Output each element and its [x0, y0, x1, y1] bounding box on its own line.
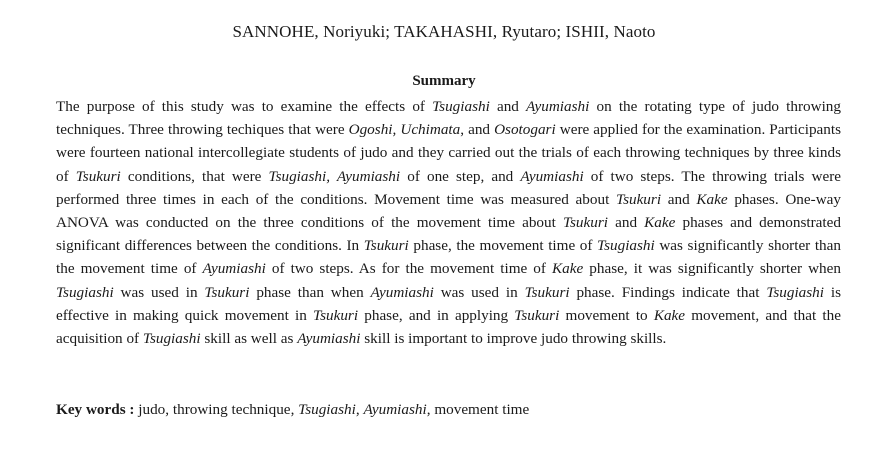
abstract-term: Tsukuri: [363, 237, 409, 255]
abstract-term: Ogoshi, Uchimata: [348, 121, 461, 139]
abstract-segment: phases. One-way ANOVA was conducted on the three conditions of the movement time about: [56, 190, 841, 232]
abstract-term: Ayumiashi: [370, 283, 434, 301]
abstract-term: Ayumiashi: [526, 98, 590, 115]
abstract-segment: phase. Findings indicate that: [569, 283, 767, 301]
abstract-segment: and: [489, 98, 527, 115]
abstract-term: Tsukuri: [524, 283, 570, 301]
abstract-segment: , and: [460, 121, 495, 139]
abstract-term: Tsukuri: [616, 190, 662, 208]
abstract-term: Tsugiashi: [597, 237, 655, 255]
keywords-label: Key words :: [56, 401, 135, 418]
abstract-segment: of two steps. The throwing trials were performed three times in each of the conditions. Movement time was measured about: [56, 167, 842, 208]
abstract-segment: movement, and that the acquisition of: [56, 306, 841, 348]
abstract-segment: phase, it was significantly shorter when: [583, 260, 841, 278]
abstract-segment: and: [661, 190, 697, 208]
keyword-item: movement time: [434, 401, 530, 418]
abstract-term: Ayumiashi: [202, 260, 266, 278]
abstract-segment: was used in: [113, 283, 205, 301]
author-list: SANNOHE, Noriyuki; TAKAHASHI, Ryutaro; ISHII, Naoto: [232, 22, 656, 41]
abstract-term: Kake: [696, 190, 728, 208]
summary-heading: Summary: [412, 73, 476, 89]
abstract-term: Ayumiashi: [520, 167, 584, 185]
abstract-term: Kake: [644, 214, 676, 232]
abstract-segment: phase than when: [249, 283, 371, 301]
abstract-text: [56, 95, 841, 350]
abstract-term: Tsugiashi: [142, 330, 201, 348]
abstract-segment: on the rotating type of judo throwing techniques. Three throwing techiques that were: [56, 98, 841, 139]
abstract-segment: is effective in making quick movement in: [56, 283, 841, 324]
abstract-segment: phases and demonstrated significant differences between the conditions. In: [56, 214, 841, 255]
abstract-term: Osotogari: [494, 121, 556, 139]
abstract-segment: phase, and in applying: [358, 306, 515, 324]
abstract-segment: skill is important to improve judo throwing skills.: [360, 330, 667, 348]
abstract-term: Tsukuri: [313, 306, 359, 324]
abstract-term: Tsukuri: [562, 214, 608, 232]
abstract-segment: movement to: [559, 306, 654, 324]
keywords-list: judo, throwing technique, Tsugiashi, Ayumiashi, movement time: [138, 401, 530, 418]
abstract-term: Kake: [653, 306, 686, 324]
abstract-segment: conditions, that were: [120, 167, 269, 185]
keyword-item: Ayumiashi: [363, 401, 427, 418]
abstract-segment: was used in: [433, 283, 525, 301]
keywords-line: [56, 400, 841, 420]
abstract-segment: The purpose of this study was to examine the effects of: [56, 98, 433, 115]
abstract-term: Tsugiashi, Ayumiashi: [268, 167, 401, 185]
abstract-term: Tsugiashi: [56, 283, 114, 301]
abstract-term: Kake: [552, 260, 584, 278]
keyword-item: judo: [138, 401, 166, 418]
keyword-item: throwing technique: [172, 401, 291, 418]
abstract-term: Tsugiashi: [766, 283, 824, 301]
abstract-term: Tsukuri: [75, 167, 121, 185]
abstract-term: Tsukuri: [204, 283, 250, 301]
abstract-segment: and: [607, 214, 645, 232]
abstract-term: Tsukuri: [514, 306, 560, 324]
abstract-segment: of two steps. As for the movement time of: [265, 260, 553, 278]
keyword-item: Tsugiashi: [298, 401, 356, 418]
abstract-term: Tsugiashi: [432, 98, 490, 115]
abstract-segment: were applied for the examination. Participants were fourteen national intercollegiate students of judo and they carried out the trials of each throwing techniques by three kinds of: [56, 121, 841, 185]
abstract-segment: of one step, and: [400, 167, 521, 185]
abstract-term: Ayumiashi: [297, 330, 361, 348]
abstract-segment: was significantly shorter than the movement time of: [56, 237, 841, 278]
abstract-segment: skill as well as: [200, 330, 298, 348]
abstract-segment: phase, the movement time of: [408, 237, 598, 255]
